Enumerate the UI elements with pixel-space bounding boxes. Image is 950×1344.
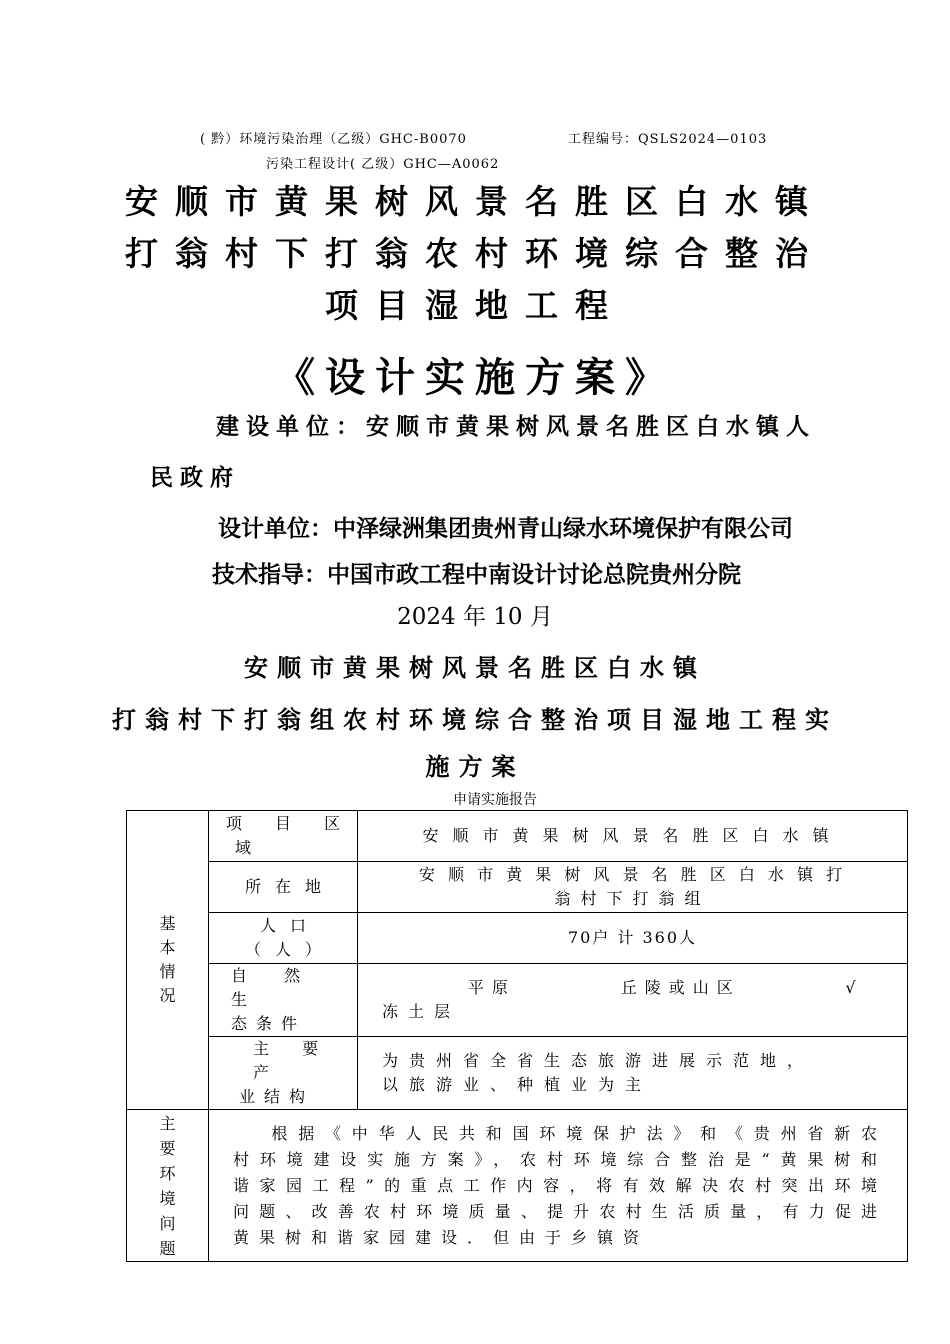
table-row [127,862,908,913]
designer-unit: 设计单位：中泽绿洲集团贵州青山绿水环境保护有限公司 [218,515,793,542]
table-row [127,1037,908,1110]
row-value: 平原 丘陵或山区 √ 冻土层 [358,964,908,1037]
row-value: 安顺市黄果树风景名胜区白水镇 [358,811,908,862]
document-date: 2024 年 10 月 [397,604,553,630]
row-label: 自 然 生 态条件 [209,964,358,1037]
builder-line-1: 建设单位：安顺市黄果树风景名胜区白水镇人 [216,413,816,440]
title-line-1: 安顺市黄果树风景名胜区白水镇 [125,182,825,221]
row-label: 所在地 [209,862,358,913]
title-line-3: 项目湿地工程 [325,286,625,325]
row-value: 70户 计 360人 [358,913,908,964]
report-caption: 申请实施报告 [453,792,537,808]
section-basic-info [127,811,209,1110]
table-row [127,1110,908,1262]
technical-guidance: 技术指导：中国市政工程中南设计讨论总院贵州分院 [212,561,741,588]
problem-description: 根据《中华人民共和国环境保护法》和《贵州省新农村环境建设实施方案》，农村环境综合整治是“黄果树和谐家园工程”的重点工作内容，将有效解决农村突出环境问题、改善农村环境质量、提升农村生活质量，有力促进黄果树和谐家园建设．但由于乡镇资 [209,1110,908,1262]
row-label: 人口 （人） [209,913,358,964]
subtitle-line-3: 施方案 [425,752,525,781]
builder-line-2: 民政府 [150,464,240,491]
qualification-line-2: 污染工程设计( 乙级）GHC—A0062 [266,157,500,172]
plan-title: 《设计实施方案》 [275,354,675,401]
row-value: 为贵州省全省生态旅游进展示范地， 以旅游业、种植业为主 [358,1037,908,1110]
table-row [127,913,908,964]
section-problem-label: 主 要 环 境 问 题 [159,1113,176,1258]
title-line-2: 打翁村下打翁农村环境综合整治 [125,234,825,273]
table-row [127,811,908,862]
project-info-table [126,810,908,1262]
row-label: 主 要 产 业结构 [209,1037,358,1110]
section-basic-label: 基 本 情 况 [159,914,176,1005]
qualification-line-1: ( 黔）环境污染治理（乙级）GHC-B0070 [200,132,467,147]
table-row [127,964,908,1037]
section-environment-problems [127,1110,209,1262]
project-number: 工程编号：QSLS2024—0103 [568,132,768,147]
subtitle-line-2: 打翁村下打翁组农村环境综合整治项目湿地工程实 [112,705,838,734]
subtitle-line-1: 安顺市黄果树风景名胜区白水镇 [244,653,706,682]
row-label: 项 目 区 域 [209,811,358,862]
row-value: 安 顺 市 黄 果 树 风 景 名 胜 区 白 水 镇 打 翁村下打翁组 [358,862,908,913]
